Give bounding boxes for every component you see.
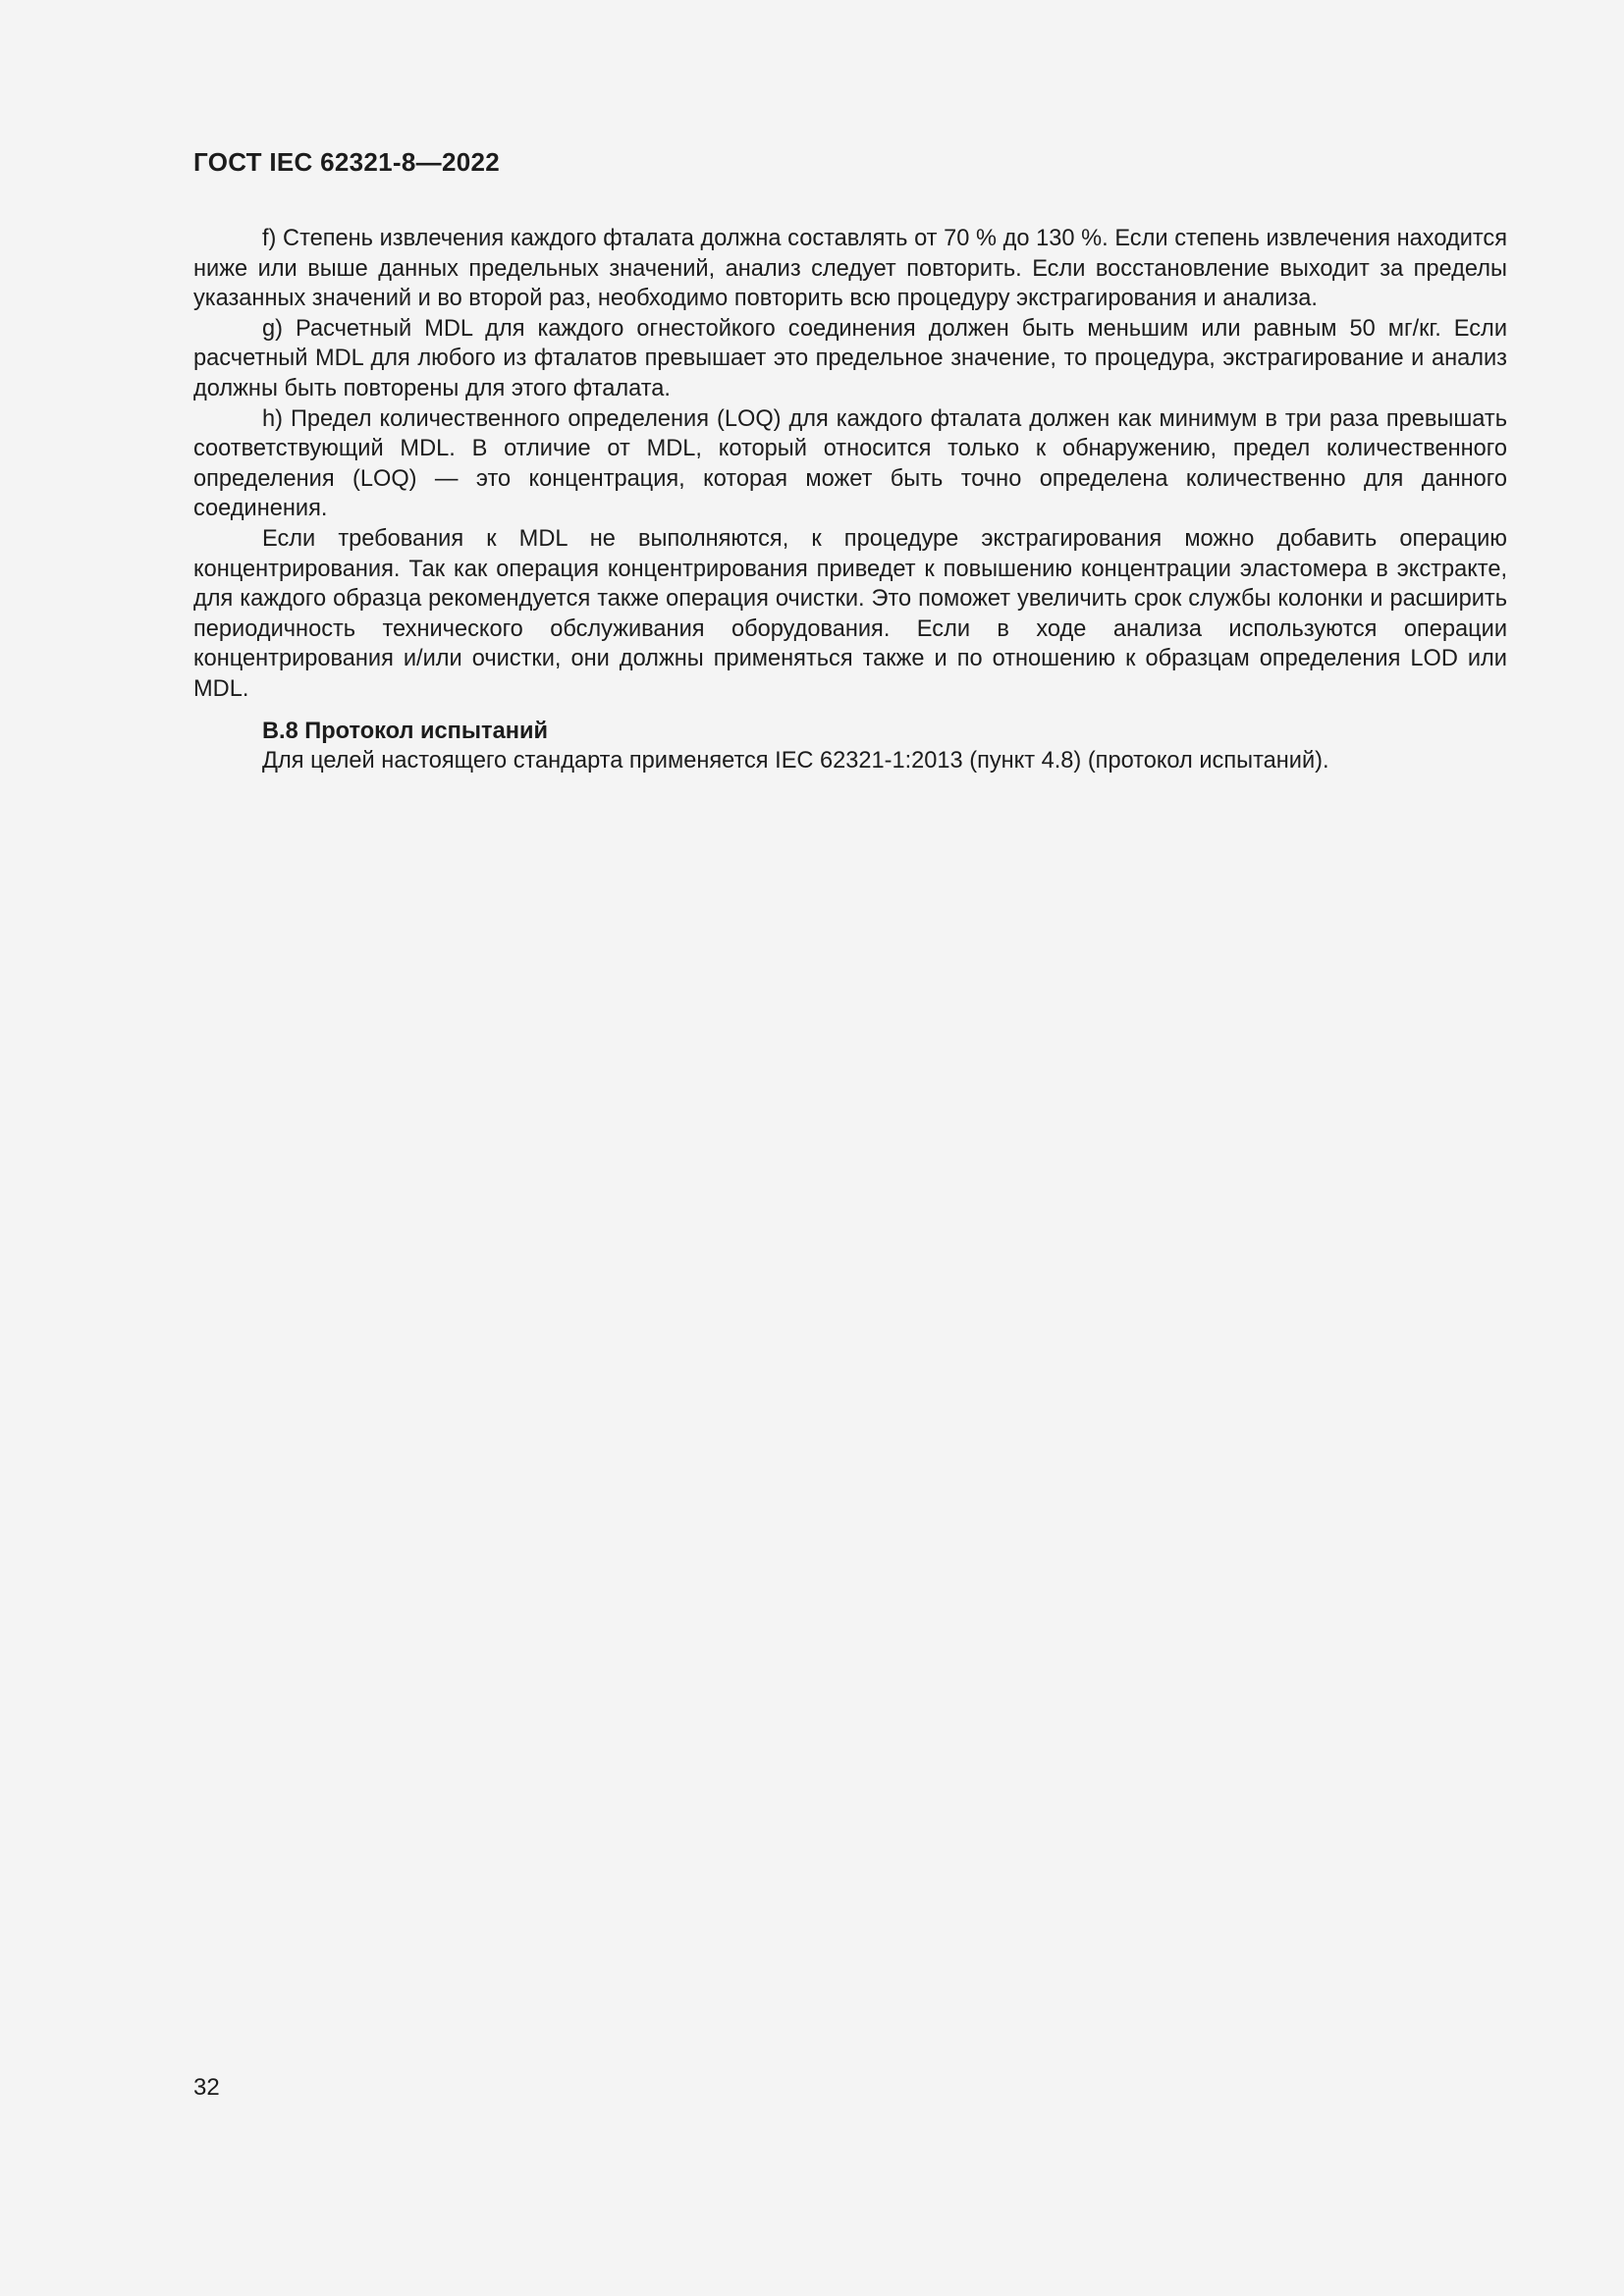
- paragraph-g: g) Расчетный MDL для каждого огнестойкого соединения должен быть меньшим или равным 50 мг/кг. Если расчетный MDL для любого из фталатов превышает это предельное значение, то процедура, экстрагирование и анализ должны быть повторены для этого фталата.: [193, 315, 1507, 401]
- paragraph-f: f) Степень извлечения каждого фталата должна составлять от 70 % до 130 %. Если степень извлечения находится ниже или выше данных предельных значений, анализ следует повторить. Если восстановление выходит за пределы указанных значений и во второй раз, необходимо повторить всю процедуру экстрагирования и анализа.: [193, 226, 1507, 312]
- page-number: 32: [193, 2074, 220, 2101]
- paragraph-mdl-note: Если требования к MDL не выполняются, к процедуре экстрагирования можно добавить операцию концентрирования. Так как операция концентрирования приведет к повышению концентрации эластомера в экстракте, для каждого образца рекомендуется также операция очистки. Это поможет увеличить срок службы колонки и расширить периодичность технического обслуживания оборудования. Если в ходе анализа используются операции концентрирования и/или очистки, они должны применяться также и по отношению к образцам определения LOD или MDL.: [193, 525, 1507, 702]
- document-body: [193, 224, 1507, 776]
- paragraph-h: h) Предел количественного определения (LOQ) для каждого фталата должен как минимум в три раза превышать соответствующий MDL. В отличие от MDL, который относится только к обнаружению, предел количественного определения (LOQ) — это концентрация, которая может быть точно определена количественно для данного соединения.: [193, 405, 1507, 522]
- document-header: ГОСТ IEC 62321-8—2022: [193, 147, 500, 177]
- section-title: B.8 Протокол испытаний: [262, 718, 548, 744]
- section-text: Для целей настоящего стандарта применяется IEC 62321-1:2013 (пункт 4.8) (протокол испытаний).: [262, 748, 1329, 774]
